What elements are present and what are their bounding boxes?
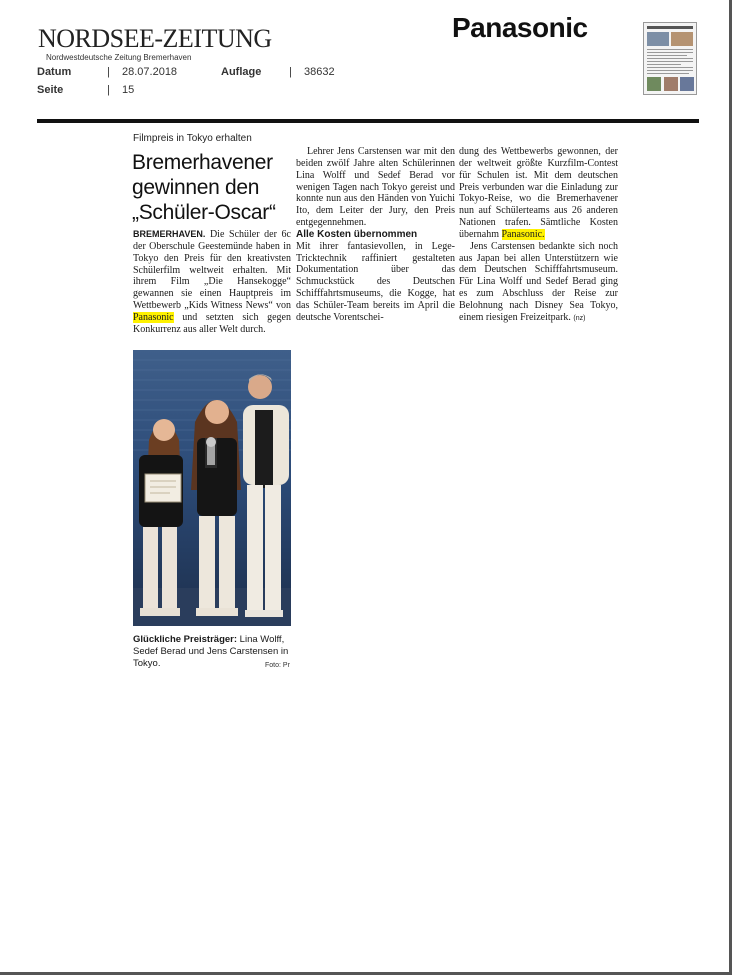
paragraph: dung des Wettbewerbs gewonnen, der der weltweit größte Kurzfilm-Contest für Schulen ist. Mit dem deutschen Preis verbunden war die Einladung zur Tokyo-Reise, wo die Bremerhavener nun auf Schülerteams aus 26 anderen Nationen trafen. Sämtliche Kosten übernahm Panasonic. — [459, 146, 618, 240]
date-label: Datum — [37, 66, 72, 78]
highlighted-brand: Panasonic — [133, 311, 174, 323]
paragraph: Lehrer Jens Carstensen war mit den beiden zwölf Jahre alten Schülerinnen Lina Wolff und Sedef Berad vor wenigen Tagen nach Tokyo gereist und konnte nun aus den Händen von Yuichi Ito, dem Leiter der Jury, den Preis entgegennehmen. — [296, 146, 455, 229]
article-photo — [133, 350, 291, 626]
page-label: Seite — [37, 84, 64, 96]
caption-title: Glückliche Preisträger: — [133, 634, 238, 645]
date-value: 28.07.2018 — [122, 66, 178, 78]
caption-text: Lina Wolff, Sedef Berad und Jens Carstensen in Tokyo. — [133, 634, 289, 669]
photo-credit: Foto: Pr — [265, 662, 290, 669]
article-column-2 — [296, 146, 455, 324]
headline-line: Bremerhavener — [132, 151, 273, 174]
separator: | — [107, 84, 110, 96]
circulation-label: Auflage — [221, 66, 262, 78]
circulation-value: 38632 — [304, 66, 335, 78]
article-column-1 — [133, 229, 291, 336]
client-brand-logo: Panasonic — [452, 12, 588, 43]
header-rule — [37, 119, 699, 123]
article-kicker: Filmpreis in Tokyo erhalten — [133, 133, 252, 144]
paragraph: BREMERHAVEN. Die Schüler der 6c der Oberschule Geestemünde haben in Tokyo den Preis für den kreativsten Schülerfilm weltweit erhalten. Mit ihrem Film „Die Hansekogge“ gewannen sie einen Hauptpreis im Wettbewerb „Kids Witness News“ von Panasonic und setzten sich gegen Konkurrenz aus aller Welt durch. — [133, 229, 291, 335]
author-tag: (nz) — [573, 314, 586, 322]
article-subhead: Alle Kosten übernommen — [296, 228, 418, 240]
separator: | — [107, 66, 110, 78]
paragraph: Jens Carstensen bedankte sich noch aus Japan bei allen Unterstützern wie dem Deutschen Schifffahrtsmuseum. Für Lina Wolff und Sedef Berad ging es zum Abschluss der Reise zur Belohnung nach Disney Sea Tokyo, einem riesigen Freizeitpark. (nz) — [459, 240, 618, 323]
headline-line: „Schüler-Oscar“ — [132, 201, 276, 224]
headline-line: gewinnen den — [132, 176, 260, 199]
page-value: 15 — [122, 84, 135, 96]
article-column-3 — [459, 146, 618, 325]
article-headline — [132, 150, 297, 225]
separator: | — [289, 66, 292, 78]
page-thumbnail[interactable] — [643, 22, 697, 95]
newspaper-masthead: NORDSEE-ZEITUNG — [38, 24, 272, 53]
dateline: BREMERHAVEN. — [133, 229, 206, 239]
paragraph: Mit ihrer fantasievollen, in Lege-Tricktechnik raffiniert gestalteten Dokumentation über das Schmuckstück des Deutschen Schifffahrtsmuseums, die Kogge, hat das Schüler-Team bereits im April die deutsche Vorentschei- — [296, 240, 455, 323]
newspaper-subtitle: Nordwestdeutsche Zeitung Bremerhaven — [46, 53, 192, 62]
highlighted-brand: Panasonic. — [501, 228, 545, 240]
